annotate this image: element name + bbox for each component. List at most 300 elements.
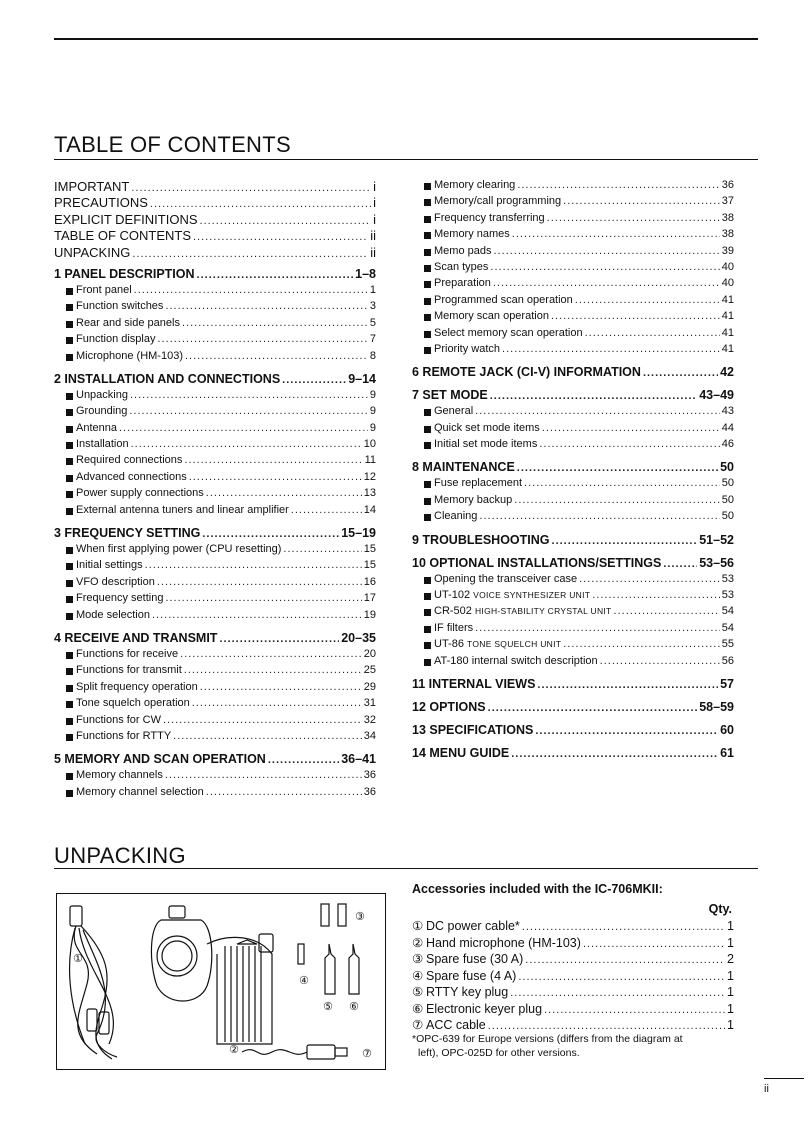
toc-leader-dots [475,405,720,417]
toc-entry-label [66,333,156,345]
square-bullet-icon [424,232,431,239]
toc-entry[interactable] [54,454,376,470]
toc-entry-page: 50 [720,460,734,475]
toc-entry[interactable] [54,576,376,592]
toc-leader-dots [490,261,719,273]
toc-entry-label [66,681,198,693]
toc-leader-dots [542,422,720,434]
accessory-label: Electronic keyer plug [426,1001,543,1016]
toc-leader-dots [600,655,720,667]
spare-fuses-drawing [298,904,346,964]
accessory-leader-dots [522,921,725,933]
toc-entry[interactable] [54,350,376,366]
toc-leader-dots [535,725,718,737]
toc-entry-label [424,261,488,273]
toc-leader-dots [206,487,362,499]
footnote-line-1: *OPC-639 for Europe versions (differs from the diagram at [412,1033,683,1045]
square-bullet-icon [424,314,431,321]
toc-entry-text: Priority watch [434,342,501,355]
toc-leader-dots [130,389,368,401]
accessory-leader-dots [518,971,725,983]
toc-leader-dots [291,504,362,516]
toc-entry-text: Scan types [434,260,489,273]
toc-entry-text: Select memory scan operation [434,326,583,339]
toc-entry[interactable] [412,294,734,310]
toc-entry[interactable] [412,605,734,621]
toc-entry-page: 50 [721,477,734,490]
toc-leader-dots [131,438,362,450]
toc-leader-dots [163,714,362,726]
toc-entry-label [54,631,217,645]
accessory-item [412,968,734,985]
toc-entry-text: Power supply connections [76,487,204,500]
accessory-item [412,935,734,952]
toc-entry[interactable] [54,526,376,543]
toc-entry[interactable] [54,212,376,228]
toc-leader-dots [512,228,720,240]
toc-entry-page: 53 [721,589,734,602]
toc-entry-page: i [373,179,376,194]
square-bullet-icon [424,626,431,633]
toc-entry-page: 40 [721,260,734,273]
toc-entry[interactable] [412,556,734,573]
page-number: ii [764,1083,769,1095]
toc-entry[interactable] [54,333,376,349]
toc-entry-label [66,405,127,417]
qty-header: Qty. [708,902,732,916]
toc-entry-label [424,477,522,489]
toc-entry-page: 15 [363,559,376,572]
toc-entry[interactable] [412,655,734,671]
toc-entry[interactable] [54,609,376,625]
toc-entry[interactable] [412,638,734,654]
toc-entry-page: 16 [363,575,376,588]
toc-entry-text: Split frequency operation [76,680,198,693]
toc-entry-page: 8 [369,349,376,362]
toc-entry-page: 31 [363,697,376,710]
toc-entry-page: 40 [721,277,734,290]
toc-entry-page: 25 [363,664,376,677]
toc-entry-text: Memory/call programming [434,195,562,208]
square-bullet-icon [66,458,73,465]
toc-entry-page: 43–49 [699,388,734,403]
toc-entry[interactable] [54,195,376,211]
accessory-qty: 1 [727,1018,734,1032]
toc-entry-label [54,526,200,540]
toc-entry[interactable] [54,681,376,697]
toc-entry[interactable] [54,504,376,520]
toc-entry-small-caps: TONE SQUELCH UNIT [467,639,562,650]
toc-entry-page: 36–41 [341,752,376,767]
toc-leader-dots [206,786,362,798]
square-bullet-icon [66,508,73,515]
accessory-item [412,984,734,1001]
toc-entry-label [412,460,515,474]
toc-entry-label [66,422,117,434]
toc-entry-page: 46 [721,438,734,451]
toc-entry-page: 42 [720,365,734,380]
toc-entry-label [424,343,500,355]
toc-entry-label [66,317,180,329]
toc-entry-text: Mode selection [76,608,150,621]
square-bullet-icon [424,593,431,600]
toc-entry-page: 32 [363,713,376,726]
toc-entry[interactable] [412,533,734,550]
toc-entry-text: Fuse replacement [434,477,523,490]
toc-entry-text: Programmed scan operation [434,293,573,306]
accessory-qty: 2 [727,952,734,966]
toc-entry[interactable] [412,365,734,382]
toc-entry-label [66,664,182,676]
toc-entry[interactable] [54,228,376,244]
toc-entry-label [54,195,148,210]
toc-entry-small-caps: VOICE SYNTHESIZER UNIT [473,590,591,601]
toc-leader-dots [268,754,339,766]
toc-leader-dots [585,327,720,339]
square-bullet-icon [424,183,431,190]
toc-entry[interactable] [412,388,734,405]
toc-entry[interactable] [54,389,376,405]
toc-left-column [54,179,376,802]
toc-leader-dots [180,648,362,660]
toc-entry-text: AT-180 internal switch description [434,654,598,667]
square-bullet-icon [66,685,73,692]
toc-entry-label [66,454,182,466]
toc-entry-text: UT-86 [434,638,468,651]
toc-entry-page: 41 [721,326,734,339]
toc-entry[interactable] [412,746,734,763]
toc-leader-dots [493,245,719,257]
square-bullet-icon [66,409,73,416]
toc-entry-label [66,609,150,621]
toc-entry-text: Quick set mode items [434,421,540,434]
accessory-label: RTTY key plug [426,985,509,999]
toc-entry-label [424,494,512,506]
toc-entry-text: Grounding [76,405,128,418]
accessory-number: ⑥ [412,1001,424,1016]
toc-leader-dots [129,405,368,417]
folio-rule [764,1078,804,1079]
toc-entry[interactable] [412,343,734,359]
toc-entry-page: 11 [364,454,376,467]
toc-entry-text: Required connections [76,454,183,467]
toc-leader-dots [157,576,362,588]
toc-leader-dots [579,573,720,585]
toc-entry-text: Tone squelch operation [76,697,190,710]
toc-entry-text: VFO description [76,575,155,588]
toc-entry-text: Functions for RTTY [76,729,172,742]
toc-entry-text: TABLE OF CONTENTS [54,228,191,244]
toc-entry-label [66,730,171,742]
toc-entry[interactable] [54,769,376,785]
toc-entry[interactable] [412,700,734,717]
toc-entry[interactable] [54,648,376,664]
toc-entry[interactable] [54,317,376,333]
toc-leader-dots [200,215,372,227]
toc-entry-text: Unpacking [76,388,128,401]
toc-entry[interactable] [54,543,376,559]
toc-entry[interactable] [54,697,376,713]
toc-entry-page: ii [370,244,376,260]
toc-entry-text: 14 MENU GUIDE [412,745,510,760]
toc-entry-page: 12 [363,470,376,483]
toc-entry[interactable] [54,300,376,316]
toc-entry[interactable] [412,245,734,261]
toc-entry-label [412,533,550,547]
accessory-number: ⑦ [412,1018,424,1032]
toc-leader-dots [592,589,719,601]
toc-entry-label [424,510,477,522]
toc-entry-page: 5 [369,316,376,329]
toc-entry[interactable] [412,422,734,438]
unpacking-title: UNPACKING [54,843,186,868]
unpacking-title-rule [54,868,758,869]
toc-leader-dots [184,664,362,676]
toc-entry-page: 9–14 [348,371,376,386]
figure-label-1: ① [73,952,83,965]
square-bullet-icon [424,347,431,354]
toc-leader-dots [547,212,720,224]
toc-leader-dots [119,422,368,434]
toc-entry-label [424,405,473,417]
toc-entry-page: 44 [721,421,734,434]
toc-entry-page: 29 [363,680,376,693]
toc-entry-text: Preparation [434,277,491,290]
toc-entry-small-caps: HIGH-STABILITY CRYSTAL UNIT [474,606,612,617]
toc-entry[interactable] [54,664,376,680]
toc-entry-label [54,372,280,386]
toc-entry[interactable] [412,438,734,454]
square-bullet-icon [424,659,431,666]
toc-entry[interactable] [54,487,376,503]
toc-leader-dots [192,697,362,709]
toc-leader-dots [524,477,720,489]
square-bullet-icon [424,498,431,505]
toc-entry-text: Memory channels [76,769,163,782]
square-bullet-icon [424,426,431,433]
toc-entry-text: Functions for CW [76,713,161,726]
toc-leader-dots [551,310,720,322]
toc-entry-page: 36 [721,179,734,191]
toc-entry-label [54,179,129,194]
toc-entry-page: 38 [721,228,734,241]
toc-entry-label [66,504,289,516]
toc-entry[interactable] [412,510,734,526]
toc-entry-label [66,300,163,312]
toc-entry[interactable] [412,179,734,195]
toc-entry-label [66,559,143,571]
toc-entry[interactable] [54,714,376,730]
toc-entry[interactable] [54,592,376,608]
toc-entry-text: 12 OPTIONS [412,699,486,714]
toc-entry-label [424,228,510,240]
toc-entry-text: Memory channel selection [76,785,204,798]
toc-entry-page: 9 [369,405,376,418]
accessory-qty: 1 [727,968,734,983]
square-bullet-icon [424,409,431,416]
toc-entry[interactable] [412,327,734,343]
toc-entry-label [424,179,515,191]
accessory-label: DC power cable* [426,919,520,933]
square-bullet-icon [424,281,431,288]
toc-entry-page: 41 [721,342,734,355]
accessory-leader-dots [510,987,725,999]
toc-entry[interactable] [412,723,734,740]
toc-entry-page: 9 [369,421,376,434]
toc-entry-page: 15 [363,543,376,556]
toc-entry[interactable] [54,245,376,261]
toc-entry[interactable] [412,228,734,244]
toc-entry-label [66,786,204,798]
toc-entry-label [66,592,163,604]
toc-entry-page: 53 [721,572,734,585]
toc-leader-dots [563,638,720,650]
toc-entry-text: When first applying power (CPU resetting) [76,543,282,556]
square-bullet-icon [66,288,73,295]
accessory-qty: 1 [727,1001,734,1016]
toc-entry[interactable] [412,477,734,493]
toc-entry[interactable] [412,460,734,477]
square-bullet-icon [66,790,73,797]
toc-entry[interactable] [412,677,734,694]
toc-entry-text: PRECAUTIONS [54,195,148,211]
toc-entry-text: Memory clearing [434,179,516,191]
toc-leader-dots [182,317,368,329]
toc-entry[interactable] [412,405,734,421]
toc-entry[interactable] [412,573,734,589]
hand-microphone-drawing [151,906,273,1044]
toc-entry[interactable] [54,372,376,389]
toc-entry[interactable] [412,261,734,277]
toc-entry[interactable] [54,438,376,454]
toc-leader-dots [150,198,371,210]
toc-entry-text: 4 RECEIVE AND TRANSMIT [54,630,218,645]
toc-entry[interactable] [54,786,376,802]
toc-leader-dots [537,679,718,691]
toc-entry-label [424,422,540,434]
toc-entry[interactable] [412,212,734,228]
toc-entry-page: 1–8 [355,266,376,281]
toc-entry-text: 7 SET MODE [412,388,488,403]
toc-leader-dots [165,769,362,781]
toc-leader-dots [165,300,367,312]
figure-label-2: ② [229,1043,239,1056]
toc-leader-dots [202,528,339,540]
toc-entry-page: 37 [721,195,734,208]
toc-entry-text: General [434,405,474,418]
square-bullet-icon [66,701,73,708]
toc-entry[interactable] [54,179,376,195]
square-bullet-icon [66,734,73,741]
toc-entry-label [424,438,537,450]
toc-entry-label [66,438,129,450]
toc-entry-page: 41 [721,310,734,323]
toc-leader-dots [575,294,720,306]
toc-entry-label [412,723,533,737]
toc-entry-text: Rear and side panels [76,316,180,329]
figure-label-7: ⑦ [362,1047,372,1060]
toc-entry[interactable] [54,752,376,769]
toc-entry-label [66,648,178,660]
square-bullet-icon [66,563,73,570]
toc-entry-page: i [373,195,376,211]
toc-leader-dots [517,179,719,191]
accessory-number: ② [412,935,424,950]
toc-entry-text: 10 OPTIONAL INSTALLATIONS/SETTINGS [412,555,662,570]
square-bullet-icon [424,642,431,649]
toc-entry-text: Antenna [76,421,117,434]
figure-label-4: ④ [299,974,309,987]
toc-entry-label [54,752,266,766]
toc-entry[interactable] [54,422,376,438]
accessory-leader-dots [583,938,725,950]
square-bullet-icon [66,718,73,725]
toc-entry-text: Memo pads [434,244,492,257]
accessory-number: ① [412,919,424,933]
toc-leader-dots [563,195,720,207]
toc-entry[interactable] [54,405,376,421]
toc-entry-page: 60 [720,722,734,737]
toc-entry-text: Function switches [76,300,164,313]
toc-entry-label [54,245,130,260]
toc-entry-page: 57 [720,676,734,691]
toc-entry-page: 56 [721,654,734,667]
toc-entry[interactable] [54,730,376,746]
toc-entry-page: 20 [363,647,376,660]
toc-entry-page: 54 [721,605,734,618]
toc-entry-text: EXPLICIT DEFINITIONS [54,211,198,227]
toc-entry[interactable] [412,310,734,326]
toc-entry-page: 34 [363,729,376,742]
toc-entry-text: Memory backup [434,493,513,506]
toc-entry[interactable] [412,195,734,211]
toc-entry-page: 17 [363,592,376,605]
toc-entry-page: 10 [363,438,376,451]
square-bullet-icon [66,580,73,587]
figure-label-3: ③ [355,910,365,923]
toc-leader-dots [185,350,368,362]
toc-entry-page: i [373,211,376,227]
toc-entry-text: Initial set mode items [434,438,538,451]
toc-entry-text: Front panel [76,283,132,296]
toc-entry[interactable] [412,277,734,293]
square-bullet-icon [66,613,73,620]
square-bullet-icon [66,354,73,361]
toc-entry[interactable] [54,559,376,575]
toc-entry[interactable] [54,267,376,284]
toc-entry-text: 6 REMOTE JACK (CI-V) INFORMATION [412,365,641,380]
toc-entry-text: 9 TROUBLESHOOTING [412,532,550,547]
toc-entry[interactable] [412,589,734,605]
toc-entry-page: 61 [720,745,734,760]
square-bullet-icon [424,216,431,223]
toc-entry-label [424,245,491,257]
square-bullet-icon [424,249,431,256]
toc-entry-page: 15–19 [341,526,376,541]
accessory-label: ACC cable [426,1018,486,1032]
toc-entry[interactable] [412,622,734,638]
toc-entry[interactable] [54,471,376,487]
toc-entry-page: 20–35 [341,630,376,645]
toc-entry-label [412,388,488,402]
toc-leader-dots [197,269,354,281]
toc-entry-label [412,556,661,570]
toc-entry[interactable] [54,284,376,300]
top-rule [54,38,758,40]
toc-leader-dots [193,231,368,243]
toc-entry[interactable] [54,631,376,648]
toc-entry[interactable] [412,494,734,510]
